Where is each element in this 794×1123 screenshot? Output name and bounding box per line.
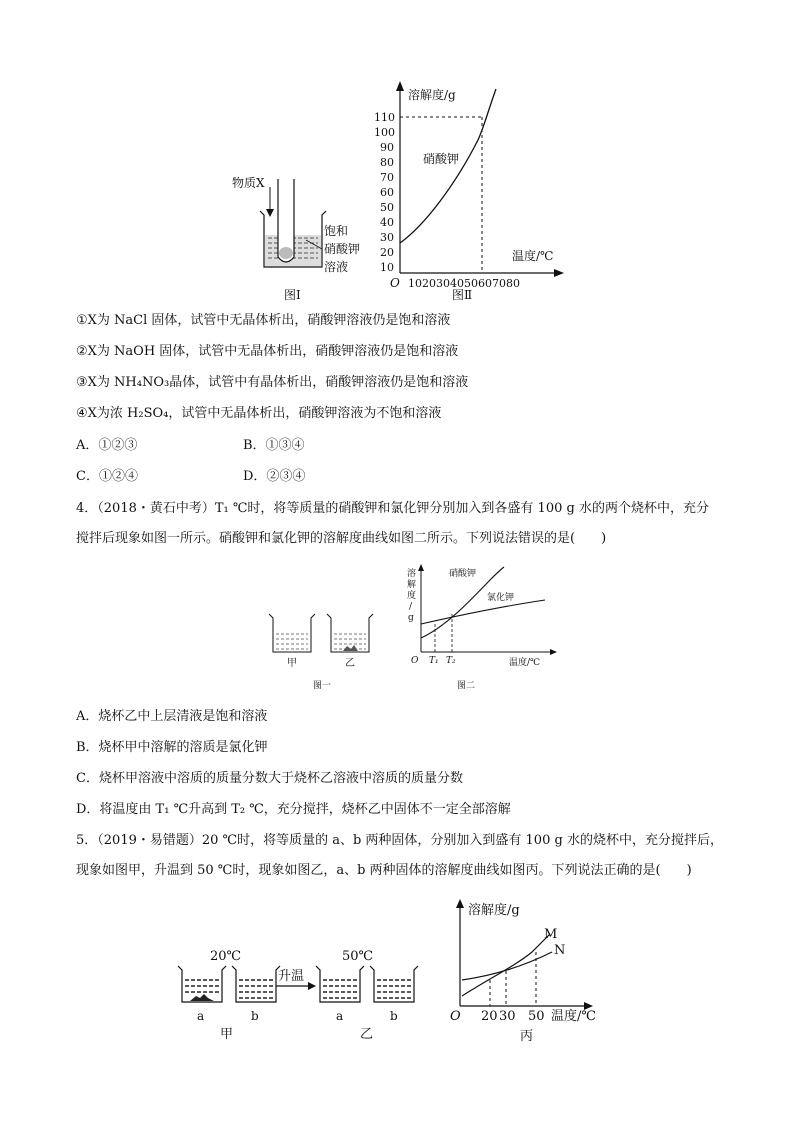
- beaker-b-20: [232, 966, 280, 1002]
- q4-ylabel-4: /: [409, 602, 413, 612]
- caption-fig-one: 图一: [313, 681, 332, 691]
- ytick-40: 40: [380, 216, 394, 229]
- ytick-20: 20: [380, 246, 394, 259]
- q4-option-a[interactable]: A．烧杯乙中上层清液是饱和溶液: [76, 709, 268, 724]
- label-yi: 乙: [345, 658, 355, 669]
- x-ticks: 1020304050607080: [408, 277, 520, 290]
- label-jia: 甲: [287, 658, 297, 669]
- q5-xtick-50: 50: [528, 1009, 545, 1024]
- q4-xlabel: 温度/℃: [509, 658, 541, 668]
- label-curve-n: N: [554, 943, 566, 958]
- arrow-label-heat: 升温: [278, 969, 305, 984]
- q5-xtick-30: 30: [499, 1009, 516, 1024]
- label-a-20: a: [197, 1009, 205, 1023]
- q4-option-d[interactable]: D．将温度由 T₁ ℃升高到 T₂ ℃，充分搅拌，烧杯乙中固体不一定全部溶解: [76, 802, 511, 817]
- curve-n: [462, 952, 552, 980]
- q4-curve-kcl: 氯化钾: [487, 593, 515, 603]
- q5-xlabel: 温度/℃: [551, 1009, 596, 1024]
- statement-3: ③X为 NH₄NO₃晶体，试管中有晶体析出，硝酸钾溶液仍是饱和溶液: [76, 375, 469, 390]
- beaker-b-50: [370, 966, 418, 1002]
- caption-fig-two: 图二: [457, 681, 476, 691]
- q4-ylabel-2: 解: [407, 580, 417, 590]
- ytick-90: 90: [380, 141, 394, 154]
- label-b-20: b: [251, 1009, 259, 1023]
- q4-ylabel-3: 度: [407, 591, 417, 601]
- ytick-30: 30: [380, 231, 394, 244]
- q4-curve-kno3: 硝酸钾: [449, 569, 477, 579]
- q4-option-c[interactable]: C．烧杯甲溶液中溶质的质量分数大于烧杯乙溶液中溶质的质量分数: [76, 771, 463, 786]
- q3-option-a[interactable]: A．①②③: [76, 438, 138, 453]
- q4-line-1: 4．（2018・黄石中考）T₁ ℃时，将等质量的硝酸钾和氯化钾分别加入到各盛有 100 g 水的两个烧杯中，充分: [76, 501, 709, 516]
- q4-origin: O: [411, 656, 419, 666]
- statement-1: ①X为 NaCl 固体，试管中无晶体析出，硝酸钾溶液仍是饱和溶液: [76, 313, 451, 328]
- q5-line-2: 现象如图甲，升温到 50 ℃时，现象如图乙，a、b 两种固体的溶解度曲线如图丙。下列说法正确的是( ): [76, 863, 692, 878]
- ytick-10: 10: [380, 261, 394, 274]
- q4-ylabel-1: 溶: [407, 569, 417, 579]
- temp-50: 50℃: [342, 949, 374, 964]
- figure-1-2: [220, 75, 580, 305]
- q3-option-c[interactable]: C．①②④: [76, 469, 138, 484]
- kcl-curve-q4: [421, 600, 545, 624]
- curve-label-kno3: 硝酸钾: [423, 152, 460, 166]
- q4-option-b[interactable]: B．烧杯甲中溶解的溶质是氯化钾: [76, 740, 268, 755]
- ytick-110: 110: [374, 111, 395, 124]
- caption-fig-2: 图Ⅱ: [452, 288, 473, 302]
- q3-option-b[interactable]: B．①③④: [243, 438, 305, 453]
- q5-xtick-20: 20: [481, 1009, 498, 1024]
- ytick-70: 70: [380, 171, 394, 184]
- chart-ylabel: 溶解度/g: [408, 88, 456, 102]
- caption-yi: 乙: [360, 1027, 374, 1042]
- y-ticks: [374, 111, 395, 274]
- curve-m: [462, 934, 550, 996]
- label-b-50: b: [390, 1009, 398, 1023]
- figure-q4: [255, 562, 575, 694]
- caption-bing: 丙: [520, 1029, 534, 1044]
- q4-t2: T₂: [446, 656, 456, 666]
- label-solution-3: 溶液: [324, 260, 349, 274]
- q4-ylabel: [407, 567, 416, 623]
- q4-t1: T₁: [429, 656, 439, 666]
- beaker-a-50: [316, 966, 364, 1002]
- caption-fig-1: 图Ⅰ: [284, 288, 301, 302]
- q5-origin: O: [450, 1009, 461, 1024]
- statement-2: ②X为 NaOH 固体，试管中无晶体析出，硝酸钾溶液仍是饱和溶液: [76, 344, 459, 359]
- figure-q5: [170, 896, 610, 1046]
- q5-ylabel: 溶解度/g: [468, 903, 520, 918]
- temp-20: 20℃: [210, 949, 242, 964]
- q3-option-d[interactable]: D．②③④: [243, 469, 306, 484]
- chart-xlabel: 温度/℃: [512, 249, 554, 263]
- caption-jia: 甲: [220, 1027, 234, 1042]
- label-substance-x: 物质X: [232, 176, 265, 190]
- beaker-yi: [327, 614, 373, 652]
- ytick-50: 50: [380, 201, 394, 214]
- label-solution-1: 饱和: [324, 224, 349, 238]
- solid-residue: [343, 645, 358, 651]
- ytick-80: 80: [380, 156, 394, 169]
- beaker-a-20: [178, 966, 226, 1002]
- q4-line-2: 搅拌后现象如图一所示。硝酸钾和氯化钾的溶解度曲线如图二所示。下列说法错误的是( ): [76, 531, 607, 546]
- statement-4: ④X为浓 H₂SO₄，试管中无晶体析出，硝酸钾溶液为不饱和溶液: [76, 406, 442, 421]
- chart-origin: O: [390, 276, 400, 290]
- beaker-jia: [269, 614, 315, 652]
- q5-line-1: 5．（2019・易错题）20 ℃时，将等质量的 a、b 两种固体，分别加入到盛有 100 g 水的烧杯中，充分搅拌后，: [76, 833, 723, 848]
- label-solution-2: 硝酸钾: [324, 242, 361, 256]
- label-a-50: a: [336, 1009, 344, 1023]
- ytick-60: 60: [380, 186, 394, 199]
- ytick-100: 100: [374, 126, 395, 139]
- label-curve-m: M: [544, 927, 558, 942]
- q4-ylabel-5: g: [408, 613, 414, 623]
